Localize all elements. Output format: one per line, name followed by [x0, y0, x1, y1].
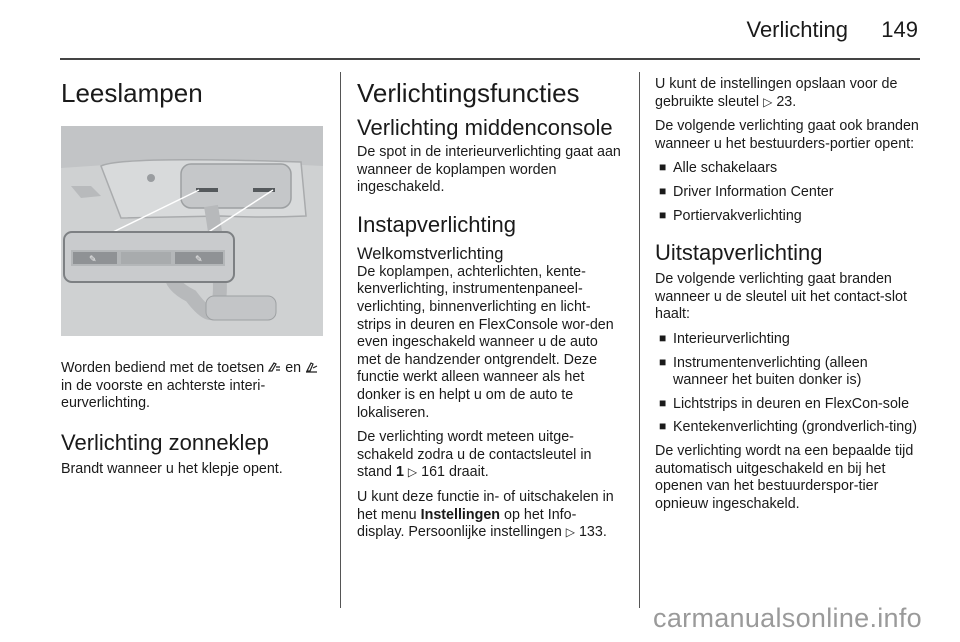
cross-reference-icon: ▷ [565, 525, 575, 540]
list-uitstap-verlichting [655, 331, 923, 437]
list-item: ■ Driver Information Center [655, 184, 923, 202]
page-number: 149 [881, 17, 918, 42]
paragraph-welkomstverlichting: De koplampen, achterlichten, kente-kenverlichting, instrumentenpaneel-verlichting, binnenverlichting en licht-strips in deuren en FlexConsole wor-den even ingeschakeld wanneer u de auto met de handzender ontgrendelt. Deze functie werkt alleen wanneer als het donker is en helpt u om de auto te lokaliseren. [357, 263, 614, 421]
header-rule [60, 58, 920, 60]
paragraph-automatisch-uit: De verlichting wordt na een bepaalde tijd automatisch uitgeschakeld en bij het openen van het bestuurderspor-tier opnieuw ingeschakeld. [655, 442, 914, 512]
paragraph-leeslampen: Worden bediend met de toetsen en in de voorste en achterste interi-eurverlichting. [61, 360, 323, 413]
heading-leeslampen: Leeslampen [61, 78, 203, 108]
paragraph-uitschakelen: De verlichting wordt meteen uitge-schakeld zodra u de contactsleutel in stand 1 ▷ 161 draait. [357, 429, 592, 481]
list-item: ■ Alle schakelaars [655, 160, 923, 178]
list-item: ■ Lichtstrips in deuren en FlexCon-sole [655, 396, 923, 414]
list-item: ■ Interieurverlichting [655, 331, 923, 349]
watermark: carmanualsonline.info [653, 603, 922, 633]
reading-lamp-front-icon [268, 361, 281, 373]
paragraph-bestuurdersportier: De volgende verlichting gaat ook branden wanneer u het bestuurders-portier opent: [655, 118, 919, 152]
heading-uitstapverlichting: Uitstapverlichting [655, 240, 823, 266]
svg-text:✎: ✎ [195, 255, 203, 265]
cross-reference-icon: ▷ [407, 465, 418, 480]
heading-welkomstverlichting: Welkomstverlichting [357, 244, 504, 263]
column-left [61, 76, 323, 485]
list-item: ■ Portiervakverlichting [655, 208, 923, 226]
column-middle [357, 76, 623, 549]
list-item: ■ Kentekenverlichting (grondverlich-ting) [655, 419, 923, 437]
heading-verlichting-middenconsole: Verlichting middenconsole [357, 115, 613, 140]
cross-reference-icon: ▷ [763, 94, 773, 109]
heading-instapverlichting: Instapverlichting [357, 211, 516, 237]
overhead-console-figure [61, 126, 323, 336]
list-portier-verlichting [655, 160, 923, 225]
paragraph-instellingen: U kunt deze functie in- of uitschakelen in het menu Instellingen op het Info-display. Persoonlijke instellingen ▷ 133. [357, 488, 614, 541]
column-divider [639, 72, 640, 608]
reading-lamp-rear-icon [305, 361, 318, 373]
page-title: Verlichting [746, 17, 848, 42]
paragraph-instellingen-opslaan: U kunt de instellingen opslaan voor de gebruikte sleutel ▷ 23. [655, 76, 898, 110]
paragraph-zonneklep: Brandt wanneer u het klepje opent. [61, 460, 283, 477]
paragraph-middenconsole: De spot in de interieurverlichting gaat aan wanneer de koplampen worden ingeschakeld. [357, 144, 621, 196]
paragraph-uitstapverlichting: De volgende verlichting gaat branden wanneer u de sleutel uit het contact-slot haalt: [655, 271, 907, 323]
column-right [655, 76, 923, 520]
list-item: ■ Instrumentenverlichting (alleen wanneer het buiten donker is) [655, 355, 923, 390]
heading-verlichtingsfuncties: Verlichtingsfuncties [357, 78, 580, 108]
column-divider [340, 72, 341, 608]
heading-verlichting-zonneklep: Verlichting zonneklep [61, 429, 269, 455]
svg-text:✎: ✎ [89, 255, 97, 265]
